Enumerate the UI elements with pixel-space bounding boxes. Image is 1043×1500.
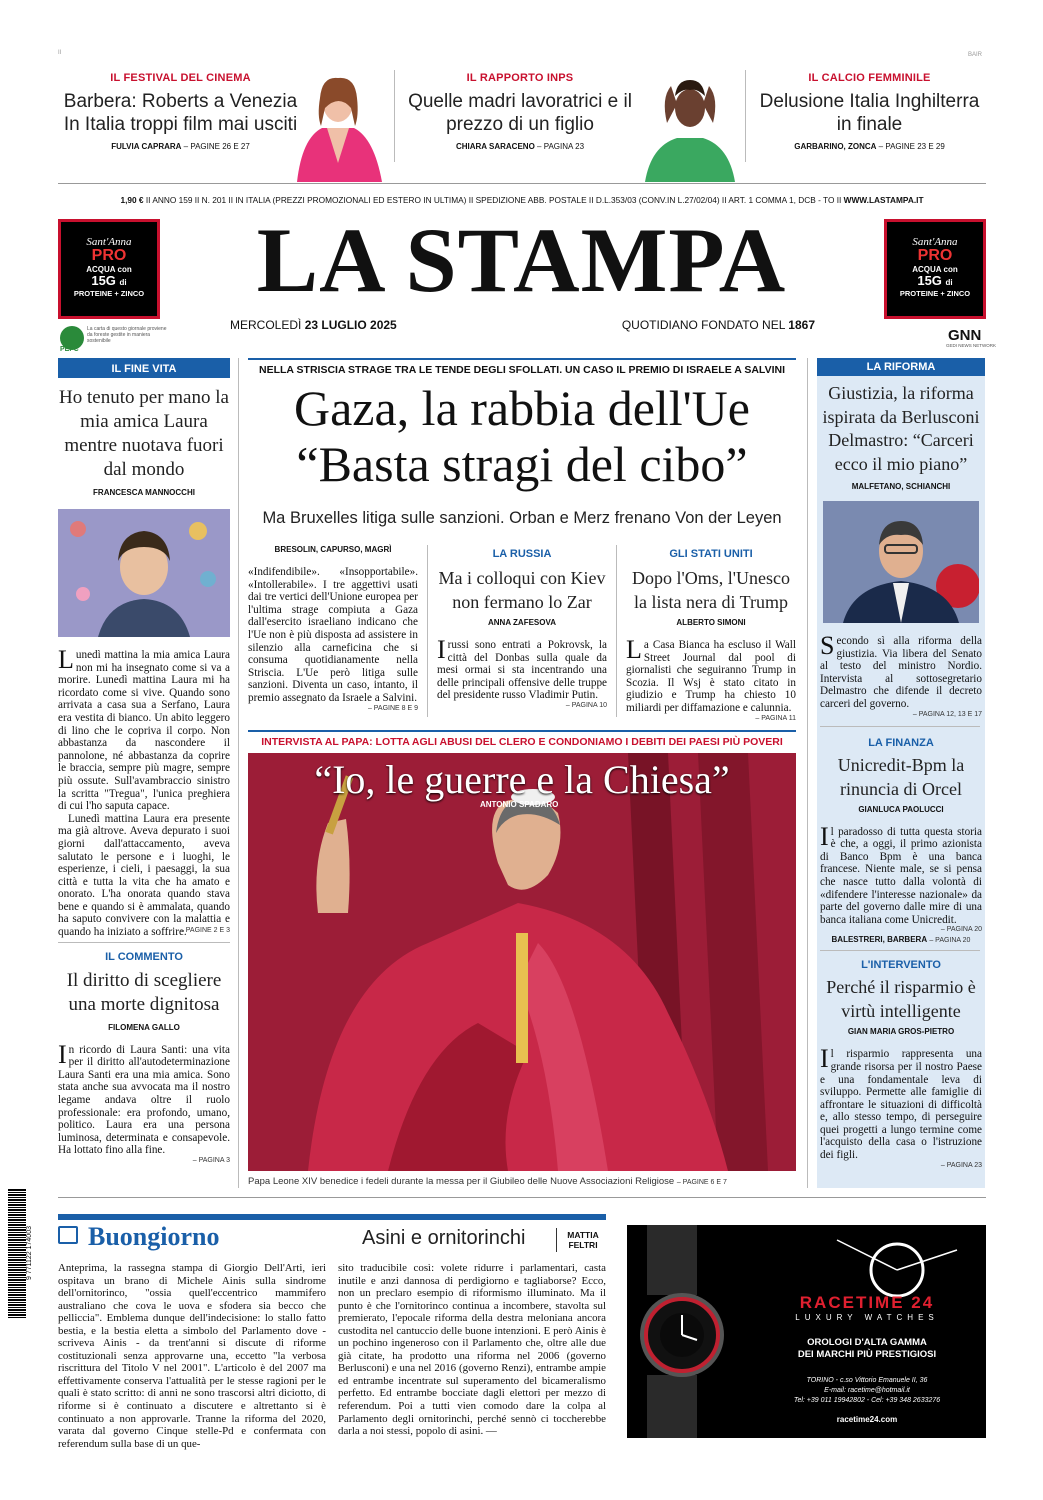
founded-note [600, 318, 815, 332]
teaser-pages: – PAGINE 26 E 27 [183, 142, 250, 151]
usa-title[interactable]: Dopo l'Oms, l'Unesco la lista nera di Trump [632, 568, 790, 612]
ad-line2b: di [945, 278, 953, 287]
russia-story [437, 548, 607, 709]
pope-caption [248, 1176, 796, 1187]
buongiorno-col2: sito traducibile così: volete ridurre i parlamentari, casta inutile e anzi dannosa di perdigiorno e tagliaborse? Ecco, non un preclaro esempio di riformismo illuminato. Ma il punto è che l'ornitorinco continua a incombere, stavolta sul premierato, l'epocale riforma della destra meloniana ancora custodita nel cantuccio delle buone intenzioni. E però Ainis è un pochino ingeneroso con il Parlamento che, oltre alle due già citate, ha prodotto una riforma nel 2006 (governo Berlusconi) e una nel 2016 (governo Renzi), entrambe ampie ed entrambe incentrate sul superamento del bicameralismo perfetto. Ed entrambe bocciate dagli elettori per mezzo di referendum. Poi a tutti vien comodo dare la colpa al Parlamento degli ornitorinchi, perché sennò ci toccherebbe darla a noi stessi, popolo di asini. — [338, 1262, 606, 1438]
teaser-inps[interactable] [400, 72, 640, 151]
teaser-kicker: IL RAPPORTO INPS [466, 72, 574, 84]
ad-brand: Sant'Anna [912, 236, 958, 248]
russia-pages[interactable]: – PAGINA 10 [565, 701, 607, 709]
fin-pages-2[interactable]: – PAGINA 20 [929, 937, 971, 945]
date-prefix: MERCOLEDÌ [230, 318, 302, 332]
lead-headline[interactable] [248, 380, 796, 492]
left-column [58, 358, 230, 1164]
left-body: Lunedì mattina la mia amica Laura non mi ha insegnato come si va a morire. Lunedì mattina Laura mi ha ricordato come si vive. Quando sono arrivata a casa sua a Serfano, Laura era vestita di bianco. Un abito leggero di lino che le copriva il corpo. Non abbastanza da nascondere il pannolone, né abbastanza da coprire le braccia, sempre più magre, sempre più ossute. Sull'avambraccio sinistro la scritta "Tregua", l'unica preghiera di cui l'ho saputa capace. [58, 645, 230, 813]
ad-line2b: di [119, 278, 127, 287]
usa-kicker: GLI STATI UNITI [669, 548, 753, 560]
lead-story [248, 545, 418, 712]
corner-mark-right: BAIR [968, 52, 983, 58]
comment-byline: FILOMENA GALLO [108, 1022, 180, 1032]
ad-line3: PROTEINE + ZINCO [73, 289, 145, 298]
gnn-logo: GNN [948, 327, 982, 344]
photo-pope [248, 753, 796, 1171]
left-pages[interactable]: – PAGINE 2 E 3 [179, 926, 230, 934]
russia-kicker: LA RUSSIA [492, 548, 552, 560]
teaser-kicker: IL CALCIO FEMMINILE [808, 72, 931, 84]
teaser-title: Delusione Italia Inghilterra in finale [759, 91, 980, 135]
comment-kicker: IL COMMENTO [105, 950, 183, 963]
photo-laura [58, 509, 230, 637]
left-byline: FRANCESCA MANNOCCHI [93, 488, 195, 497]
pope-title[interactable]: “Io, le guerre e la Chiesa” [314, 757, 730, 802]
ad-pro: PRO [91, 247, 127, 264]
racetime-line2: DEI MARCHI PIÙ PRESTIGIOSI [797, 1349, 937, 1360]
lead-body: «Indifendibile». «Insopportabile». «Intollerabile». I tre aggettivi usati dai tre vertici dell'Unione europea per l'ultima strage compiuta a Gaza dall'esercito israeliano indicano che l'Ue non è più disposta ad assistere in silenzio alla carneficina che si consuma quotidianamente nella Striscia. L'Ue però litiga sulle sanzioni. Diventa un caso, intanto, il premio assegnato da Israele a Salvini. [248, 566, 418, 704]
ad-pro: PRO [917, 247, 953, 264]
teaser-calcio[interactable] [752, 72, 987, 151]
teaser-byline: CHIARA SARACENO [455, 142, 535, 151]
racetime-web[interactable]: racetime24.com [836, 1415, 898, 1424]
right-body: Secondo sì alla riforma della giustizia. Via libera del Senato al testo del ministro Nordio. Intervista al sottosegretario Delmastro che difende il decreto carceri del governo. [820, 631, 982, 710]
fin-byline: GIANLUCA PAOLUCCI [858, 804, 944, 814]
ad-brand: Sant'Anna [86, 236, 132, 248]
russia-byline: ANNA ZAFESOVA [488, 618, 556, 627]
racetime-address: TORINO - c.so Vittorio Emanuele II, 36 [806, 1377, 928, 1384]
left-body-2: Lunedì mattina Laura era presente ma già altrove. Aveva depurato i suoi giorni dall'attaccamento, aveva salutato le persone e i luoghi, le esperienze, i cieli, i paesaggi, la sua città e tutta la vita che ha amato e onorato. L'ha onorata quando stava bene e quando si è ammalata, quando ha saputo convivere con la malattia e quando ha iniziato a soffrire. [58, 812, 230, 939]
price: 1,90 € [120, 195, 144, 205]
ad-line2: 15G [917, 273, 942, 288]
racetime-brand: RACETIME 24 [799, 1293, 935, 1312]
ad-line2: 15G [91, 273, 116, 288]
pefc-label: PEFC [60, 346, 79, 353]
section-kicker: IL FINE VITA [58, 358, 230, 378]
pope-overline: INTERVISTA AL PAPA: LOTTA AGLI ABUSI DEL CLERO E CONDONIAMO I DEBITI DEI PAESI PIÙ POVERI [248, 730, 796, 748]
pope-pages[interactable]: – PAGINE 6 E 7 [676, 1179, 727, 1186]
racetime-email: E-mail: racetime@hotmail.it [824, 1387, 910, 1394]
buongiorno-title: Buongiorno [88, 1222, 220, 1251]
fin-byline-2: BALESTRERI, BARBERA [831, 935, 928, 945]
teaser-pages: – PAGINE 23 E 29 [878, 142, 945, 151]
russia-title[interactable]: Ma i colloqui con Kiev non fermano lo Zar [438, 568, 606, 612]
section-kicker: LA RIFORMA [817, 358, 985, 376]
website-link[interactable]: WWW.LASTAMPA.IT [843, 195, 924, 205]
lead-pages[interactable]: – PAGINE 8 E 9 [367, 704, 418, 712]
fin-kicker: LA FINANZA [868, 736, 934, 749]
racetime-line1: OROLOGI D'ALTA GAMMA [807, 1337, 927, 1348]
comment-title[interactable]: Il diritto di scegliere una morte dignitosa [66, 969, 222, 1015]
edition-info: II ANNO 159 II N. 201 II IN ITALIA (PREZZI PROMOZIONALI ED ESTERO IN ULTIMA) II SPEDIZIONE ABB. POSTALE II D.L.353/03 (CONV.IN L.27/02/04) II ART. 1 COMMA 1, DCB - TO II [145, 195, 842, 205]
issue-date [230, 318, 397, 332]
right-column [817, 358, 985, 1188]
comment-pages[interactable]: – PAGINA 3 [192, 1157, 230, 1164]
right-byline: MALFETANO, SCHIANCHI [851, 482, 951, 491]
pope-caption-text: Papa Leone XIV benedice i fedeli durante la messa per il Giubileo delle Nuove Associazioni Religiose [248, 1176, 675, 1187]
teaser-title: Barbera: Roberts a Venezia In Italia troppi film mai usciti [63, 91, 298, 135]
teaser-byline: FULVIA CAPRARA [111, 142, 182, 151]
usa-body: La Casa Bianca ha escluso il Wall Street Journal dal pool di giornalisti che seguiranno Trump in Scozia. Il Wsj è stato citato in giudizio e Trump ha chiesto 10 miliardi per diffamazione e calunnia. [626, 635, 796, 714]
photo-footballer [637, 68, 742, 182]
lead-overline: NELLA STRISCIA STRAGE TRA LE TENDE DEGLI SFOLLATI. UN CASO IL PREMIO DI ISRAELE A SALVINI [248, 358, 796, 376]
founded-year: 1867 [788, 318, 815, 332]
int-byline: GIAN MARIA GROS-PIETRO [847, 1027, 955, 1037]
racetime-tel: Tel: +39 011 19942802 - Cel: +39 348 2633276 [793, 1397, 941, 1404]
usa-byline: ALBERTO SIMONI [676, 618, 746, 627]
teaser-cinema[interactable] [58, 72, 303, 151]
fin-pages[interactable]: – PAGINA 20 [940, 926, 982, 934]
book-icon [58, 1226, 78, 1244]
date-value: 23 LUGLIO 2025 [304, 318, 397, 332]
usa-pages[interactable]: – PAGINA 11 [755, 714, 796, 722]
int-kicker: L'INTERVENTO [861, 959, 941, 972]
column-title[interactable]: Asini e ornitorinchi [362, 1227, 526, 1249]
corner-mark-left: II [58, 50, 62, 56]
lead-byline: BRESOLIN, CAPURSO, MAGRÌ [274, 545, 392, 554]
masthead-title[interactable]: LA STAMPA [256, 209, 787, 311]
ad-santanna-left[interactable] [58, 219, 160, 319]
ad-line1: ACQUA con [86, 265, 132, 274]
buongiorno-bar [58, 1214, 606, 1220]
column-author: MATTIA FELTRI [567, 1230, 599, 1250]
info-line [58, 195, 986, 205]
comment-body: In ricordo di Laura Santi: una vita per il diritto all'autodeterminazione Laura Santi era una mia amica. Sono stata anche sua avvocata ma il nostro legame andava oltre il ruolo professionale: era profondo, umano, politico. Laura era una persona luminosa, determinata e consapevole. Ha lottato fino alla fine. [58, 1039, 230, 1157]
left-title[interactable]: Ho tenuto per mano la mia amica Laura mentre nuotava fuori dal mondo [59, 387, 229, 480]
barcode-number: 9 771122 174003 [26, 1226, 33, 1280]
int-pages[interactable]: – PAGINA 23 [940, 1161, 982, 1169]
usa-story [626, 548, 796, 722]
pope-byline: ANTONIO SPADARO [480, 800, 559, 809]
teaser-title: Quelle madri lavoratrici e il prezzo di un figlio [408, 91, 632, 135]
ad-line3: PROTEINE + ZINCO [899, 289, 971, 298]
teaser-pages: – PAGINA 23 [537, 142, 585, 151]
racetime-sub: LUXURY WATCHES [795, 1313, 939, 1322]
lead-headline-line2: “Basta stragi del cibo” [296, 436, 748, 492]
barcode [8, 1188, 36, 1318]
right-pages[interactable]: – PAGINA 12, 13 E 17 [912, 710, 982, 718]
founded-prefix: QUOTIDIANO FONDATO NEL [621, 318, 785, 332]
ad-racetime[interactable] [627, 1225, 986, 1438]
int-title[interactable]: Perché il risparmio è virtù intelligente [826, 977, 976, 1022]
teaser-byline: GARBARINO, ZONCA [794, 142, 877, 151]
gnn-sub: GEDI NEWS NETWORK [946, 343, 997, 348]
ad-santanna-right[interactable] [884, 219, 986, 319]
pefc-note: La carta di questo giornale proviene da foreste gestite in maniera sostenibile [87, 326, 167, 344]
ad-line1: ACQUA con [912, 265, 958, 274]
int-body: Il risparmio rappresenta una grande risorsa per il nostro Paese e una fondamentale leva di sviluppo. Permette alle famiglie di affrontare le situazioni di difficoltà e, allo stesso tempo, di perseguire quei progetti a lungo termine come l'acquisto della casa o l'istruzione dei figli. [820, 1044, 982, 1162]
lead-headline-line1: Gaza, la rabbia dell'Ue [294, 380, 750, 436]
fin-body: Il paradosso di tutta questa storia è che, a oggi, il primo azionista di Banco Bpm è una banca francese. Niente male, se si pensa che nasce tutto dalla volontà di «difendere l'interesse nazionale» da parte del governo dalle mire di una banca italiana come Unicredit. [820, 821, 982, 926]
teaser-kicker: IL FESTIVAL DEL CINEMA [110, 72, 251, 84]
lead-subhead: Ma Bruxelles litiga sulle sanzioni. Orban e Merz frenano Von der Leyen [262, 509, 782, 527]
buongiorno-col1: Anteprima, la rassegna stampa di Giorgio Dell'Arti, ieri ospitava un brano di Michele Ainis sulla sindrome dell'ornitorinco, "ossia quell'eccentrico mammifero australiano che cova le uova e sfodera sia becco che pelliccia". Emblema dunque dell'indecisione: lo stallo fatto bestia, e la bestia eletta a simbolo del Parlamento dove - scriveva Ainis - da trent'anni si discute di riforme costituzionali senza approvarne una, eccetto "la verbosa riscrittura del Titolo V nel 2001". L'articolo è del 2007 ma effettivamente conserva l'attualità per le stesse ragioni per le quali è stato scritto: di anni ne sono trascorsi altri diciotto, di riforme si è continuato a discutere e altrettanto si è continuato a non approvarle. Tranne la riforma del 2020, varata dal governo Cinque stelle-Pd e confermata con referendum sulla base di un que- [58, 1262, 326, 1450]
right-title[interactable]: Giustizia, la riforma ispirata da Berlusconi Delmastro: “Carceri ecco il mio piano” [822, 383, 980, 474]
russia-body: Irussi sono entrati a Pokrovsk, la città del Donbas sulla quale da mesi ormai si sta incentrando una delle principali offensive delle truppe del presidente russo Vladimir Putin. [437, 635, 607, 702]
photo-actress [287, 68, 389, 182]
photo-delmastro [823, 501, 979, 623]
fin-title[interactable]: Unicredit-Bpm la rinuncia di Orcel [837, 754, 965, 799]
